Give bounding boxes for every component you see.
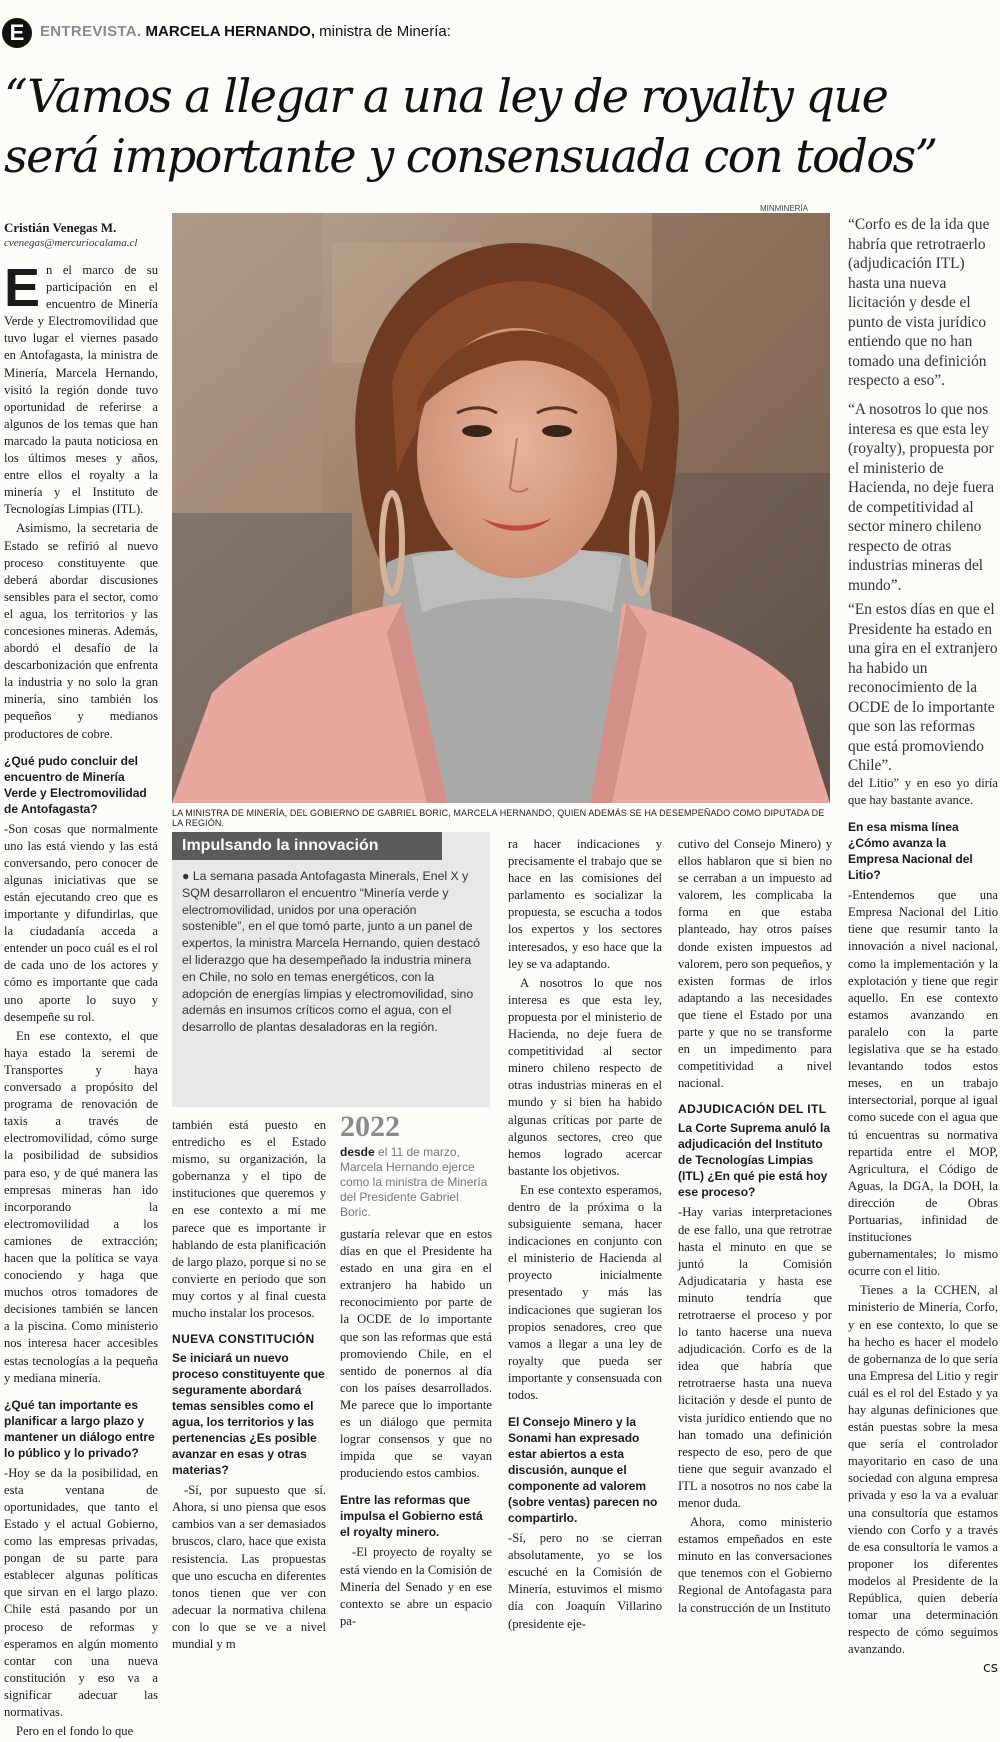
paragraph: En ese contexto, el que haya estado la seremi de Transportes y haya conversado a propósito del programa de renovación de taxis a través de electromovilidad, cómo surge la posibilidad de subsidios para eso, y de qué manera las empresas mineras han ido incorporando la electromovilidad a los camiones de extracción; hacen que la política se vaya conociendo y haga que muchos otros tomadores de decisiones también se lancen a la piscina. Como ministerio nos interesa hacer accesibles estas tecnologías a la pequeña y mediana minería. xyxy=(4,1028,158,1385)
paragraph: Ahora, como ministerio estamos empeñados en este minuto en las conversaciones que tenemos con el Gobierno Regional de Antofagasta para la construcción de un Instituto xyxy=(678,1515,832,1615)
question: ¿Qué pudo concluir del encuentro de Minería Verde y Electromovilidad de Antofagasta? xyxy=(4,753,147,816)
paragraph: -Sí, pero no se cierran absolutamente, yo se los escuché en la Comisión de Minería, estuvimos el mismo día con Joaquín Villarino (presidente eje- xyxy=(508,1531,662,1631)
box-text: ● La semana pasada Antofagasta Minerals, Enel X y SQM desarrollaron el encuentro “Minería verde y electromovilidad, unidos por una operación sostenible”, en el que tomó parte, junto a un panel de expertos, la ministra Marcela Hernando, quien destacó el liderazgo que ha desempeñado la industria minera en Chile, no solo en temas energéticos, con la adopción de energías limpias y electromovilidad, sino además en insumos críticos como el agua, con el desarrollo de plantas desaladoras en la región. xyxy=(182,869,481,1035)
question: El Consejo Minero y la Sonami han expresado estar abiertos a esta discusión, aunque el componente ad valorem (sobre ventas) parecen no compartirlo. xyxy=(508,1415,658,1526)
box-title: Impulsando la innovación xyxy=(172,832,442,860)
paragraph: Pero en el fondo lo que xyxy=(16,1724,134,1739)
end-mark xyxy=(848,1660,998,1677)
interviewee-role: ministra de Minería: xyxy=(315,23,451,40)
column-2b xyxy=(340,1226,492,1632)
fact-body: el 11 de marzo, Marcela Hernando ejerce como la ministra de Minería del Presidente Gabriel Boric. xyxy=(340,1145,488,1219)
paragraph: n el marco de su participación en el encuentro de Minería Verde y Electromovilidad que tuvo lugar el viernes pasado en Antofagasta, la ministra de Minería, Marcela Hernando, visitó la región donde tuvo oportunidad de referirse a algunos de los temas que han marcado la pauta noticiosa en los últimos meses y años, entre ellos el royalty a la minería y el Instituto de Tecnologías Limpias (ITL). xyxy=(4,263,158,517)
paragraph: -Sí, por supuesto que sí. Ahora, si uno piensa que esos cambios van a ser demasiados bruscos, claro, hace que exista resistencia. Las propuestas que uno escucha en diferentes tonos tienen que ver con adecuar la normativa chilena con lo que se ve a nivel mundial y m xyxy=(172,1483,326,1651)
paragraph: -El proyecto de royalty se está viendo en la Comisión de Minería del Senado y en ese contexto se abre un espacio pa- xyxy=(340,1545,492,1628)
paragraph: ra hacer indicaciones y precisamente el trabajo que se hace en las comisiones del parlamento es socializar la propuesta, se escucha a todos los expertos y los sectores interesados, y eso hace que la ley se va adaptando. xyxy=(508,837,662,971)
question: Entre las reformas que impulsa el Gobierno está el royalty minero. xyxy=(340,1493,483,1540)
paragraph: -Entendemos que una Empresa Nacional del Litio tiene que resumir tanto la innovación a nivel nacional, como la implementación y la explotación y tiene que regir aquello. En ese contexto estamos avanzando en paralelo con la parte legislativa que se ha estado levantando todos estos meses, en un trabajo intersectorial, porque al igual como sucede con el agua que tú encuentras su normativa repartida entre el MOP, Agricultura, el Código de Aguas, la DGA, la DOH, la dirección de Obras Portuarias, infinidad de instituciones gubernamentales; lo mismo ocurre con el litio. xyxy=(848,888,998,1279)
interviewee-name: MARCELA HERNANDO, xyxy=(145,23,315,40)
kicker xyxy=(40,23,451,40)
fact-text xyxy=(340,1145,490,1220)
question: Se iniciará un nuevo proceso constituyente que seguramente abordará temas sensibles como el agua, los territorios y las pertenencias ¿Es posible avanzar en esas y otras materias? xyxy=(172,1351,325,1478)
paragraph: En ese contexto esperamos, dentro de la próxima o la subsiguiente semana, hacer indicaciones en conjunto con el ministerio de Hacienda al proyecto inicialmente presentado y más las indicaciones que sugieran los propios senadores, creo que vamos a llegar a una ley de royalty que pueda ser importante y consensuada con todos. xyxy=(508,1182,662,1402)
subheading: NUEVA CONSTITUCIÓN xyxy=(172,1332,315,1347)
fact-lead: desde xyxy=(340,1145,375,1159)
paragraph: -Son cosas que normalmente uno las está viendo y las está conversando, pero conocer de algunas iniciativas que se están ejecutando creo que es importante y difundirlas, que la ciudadanía acceda a entender un poco cuál es el rol de cada uno de los actores y cómo es importante que cada uno aporte lo suyo y desempeñe su rol. xyxy=(4,821,158,1024)
section-badge: E xyxy=(2,18,32,48)
portrait-photo xyxy=(172,213,830,803)
paragraph: -Hoy se da la posibilidad, en esta ventana de oportunidades, que tanto el Estado y el actual Gobierno, como las empresas privadas, pongan de su parte para establecer algunas políticas que sirvan en el largo plazo. Chile está pasando por un proceso de reformas y esperamos en algún momento contar con una nueva constitución y eso va a significar adecuar las normativas. xyxy=(4,1465,158,1720)
question: La Corte Suprema anuló la adjudicación del Instituto de Tecnologías Limpias (ITL) ¿En qué pie está hoy ese proceso? xyxy=(678,1121,831,1200)
byline-author: Cristián Venegas M. xyxy=(4,220,117,235)
pull-quote-2: “A nosotros lo que nos interesa es que esta ley (royalty), propuesta por el ministerio de Hacienda, no deje fuera de competitividad al sector minero chileno respecto de otras industrias mineras del mundo”. xyxy=(848,401,995,594)
paragraph: Tienes a la CCHEN, al ministerio de Minería, Corfo, y en ese contexto, lo que se ha hecho es hacer el modelo de gobernanza de lo que sería una Empresa del Litio y regir cuál es el rol del Estado y ya hay algunas definiciones que están puestas sobre la mesa que sería el controlador mayoritario en caso de una sociedad con alguna empresa privada y eso la va a evaluar una consultoría que estamos viendo con Corfo y a través de esa consultoría le vamos a proponer los diferentes modelos al Presidente de la República, quien debería tomar una determinación respecto de cómo seguimos avanzando. xyxy=(848,1283,998,1657)
column-4 xyxy=(678,836,832,1619)
subheading: ADJUDICACIÓN DEL ITL xyxy=(678,1102,827,1117)
fact-year: 2022 xyxy=(340,1110,400,1143)
question: ¿Qué tan importante es planificar a largo plazo y mantener un diálogo entre lo público y lo privado? xyxy=(4,1397,155,1460)
pull-quote-3: “En estos días en que el Presidente ha estado en una gira en el extranjero ha habido un reconocimiento de la OCDE de lo importante que son las reformas que está promoviendo Chile”. xyxy=(848,601,998,774)
section-label: ENTREVISTA. xyxy=(40,23,142,40)
column-1 xyxy=(4,258,158,1742)
paragraph: -Hay varias interpretaciones de ese fallo, una que retrotrae hasta el minuto en que se juntó la Comisión Adjudicataria y hasta ese minuto tendría que retrotraerse el proceso y por lo tanto hacerse una nueva adjudicación. Corfo es de la idea que habría que retrotraerse hasta una nueva licitación y desde el punto de vista jurídico entiendo que no han tomado una definición respecto de eso, pero de que tiene que seguir avanzado el ITL a nosotros no nos cabe la menor duda. xyxy=(678,1205,832,1510)
headline-line-1: “Vamos a llegar a una ley de royalty que xyxy=(4,69,888,123)
paragraph: del Litio” y en eso yo diría que hay bastante avance. xyxy=(848,776,998,808)
pull-quote-1: “Corfo es de la ida que habría que retrotraerlo (adjudicación ITL) hasta una nueva licitación y desde el punto de vista jurídico entiendo que no han tomado una definición respecto a eso”. xyxy=(848,216,990,389)
headline xyxy=(4,66,999,186)
photo-caption: LA MINISTRA DE MINERÍA, DEL GOBIERNO DE GABRIEL BORIC, MARCELA HERNANDO, QUIEN ADEMÁS SE HA DESEMPEÑADO COMO DIPUTADA DE LA REGIÓN. xyxy=(172,808,825,828)
paragraph: A nosotros lo que nos interesa es que esta ley, propuesta por el ministerio de Hacienda, no deje fuera de competitividad al sector minero chileno respecto de otras industrias mineras en el mundo y si bien ha habido algunas críticas por parte de algunos sectores, creo que hemos logrado acercar bastante los objetivos. xyxy=(508,975,662,1178)
column-2 xyxy=(172,1117,326,1655)
paragraph: gustaría relevar que en estos días en que el Presidente ha estado en una gira en el extranjero ha habido un reconocimiento por parte de la OCDE de lo importante que son las reformas que está promoviendo Chile, en el sentido de ponernos al día con los países desarrollados. Me parece que lo importante es un diálogo que permita lograr consensos y que no impida que se vayan produciendo estos cambios. xyxy=(340,1227,492,1481)
column-5 xyxy=(848,775,998,1678)
section-header xyxy=(0,18,1000,54)
drop-cap: E xyxy=(4,258,41,318)
sidebar-box xyxy=(172,832,490,1107)
question: En esa misma línea ¿Cómo avanza la Empresa Nacional del Litio? xyxy=(848,820,973,883)
end-mark-glyph: cs xyxy=(983,1660,998,1677)
portrait-illustration xyxy=(172,213,830,803)
photo-credit: MINMINERÍA xyxy=(760,204,808,213)
paragraph: cutivo del Consejo Minero) y ellos hablaron que si bien no se cerraban a un impuesto ad valorem, les complicaba la forma en que estaba planteado, hay otros países donde existen impuestos ad valorem, pero son pequeños, y existen formas de irlos adaptando a las necesidades que tiene el Estado por una parte y que no se transforme en un impedimento para competitividad a nivel nacional. xyxy=(678,837,832,1091)
paragraph: también está puesto en entredicho es el Estado mismo, su organización, la gobernanza y el tipo de instituciones que queremos y en ese contexto a mí me parece que es importante ir hablando de esta planificación de largo plazo, porque si no se convierte en periodo que son muy cortos y al final cuesta mucho instalar los procesos. xyxy=(172,1118,326,1321)
column-3 xyxy=(508,836,662,1635)
paragraph: Asimismo, la secretaria de Estado se refirió al nuevo proceso constituyente que deberá abordar discusiones sensibles para el sector, como el agua, los territorios y las concesiones mineras. Además, abordó el desafío de la descarbonización que enfrenta la industria y no solo la gran minería, sino también los pequeños y medianos productores de cobre. xyxy=(4,521,158,741)
headline-line-2: será importante y consensuada con todos” xyxy=(4,129,937,183)
byline-email[interactable]: cvenegas@mercuriocalama.cl xyxy=(4,237,138,249)
